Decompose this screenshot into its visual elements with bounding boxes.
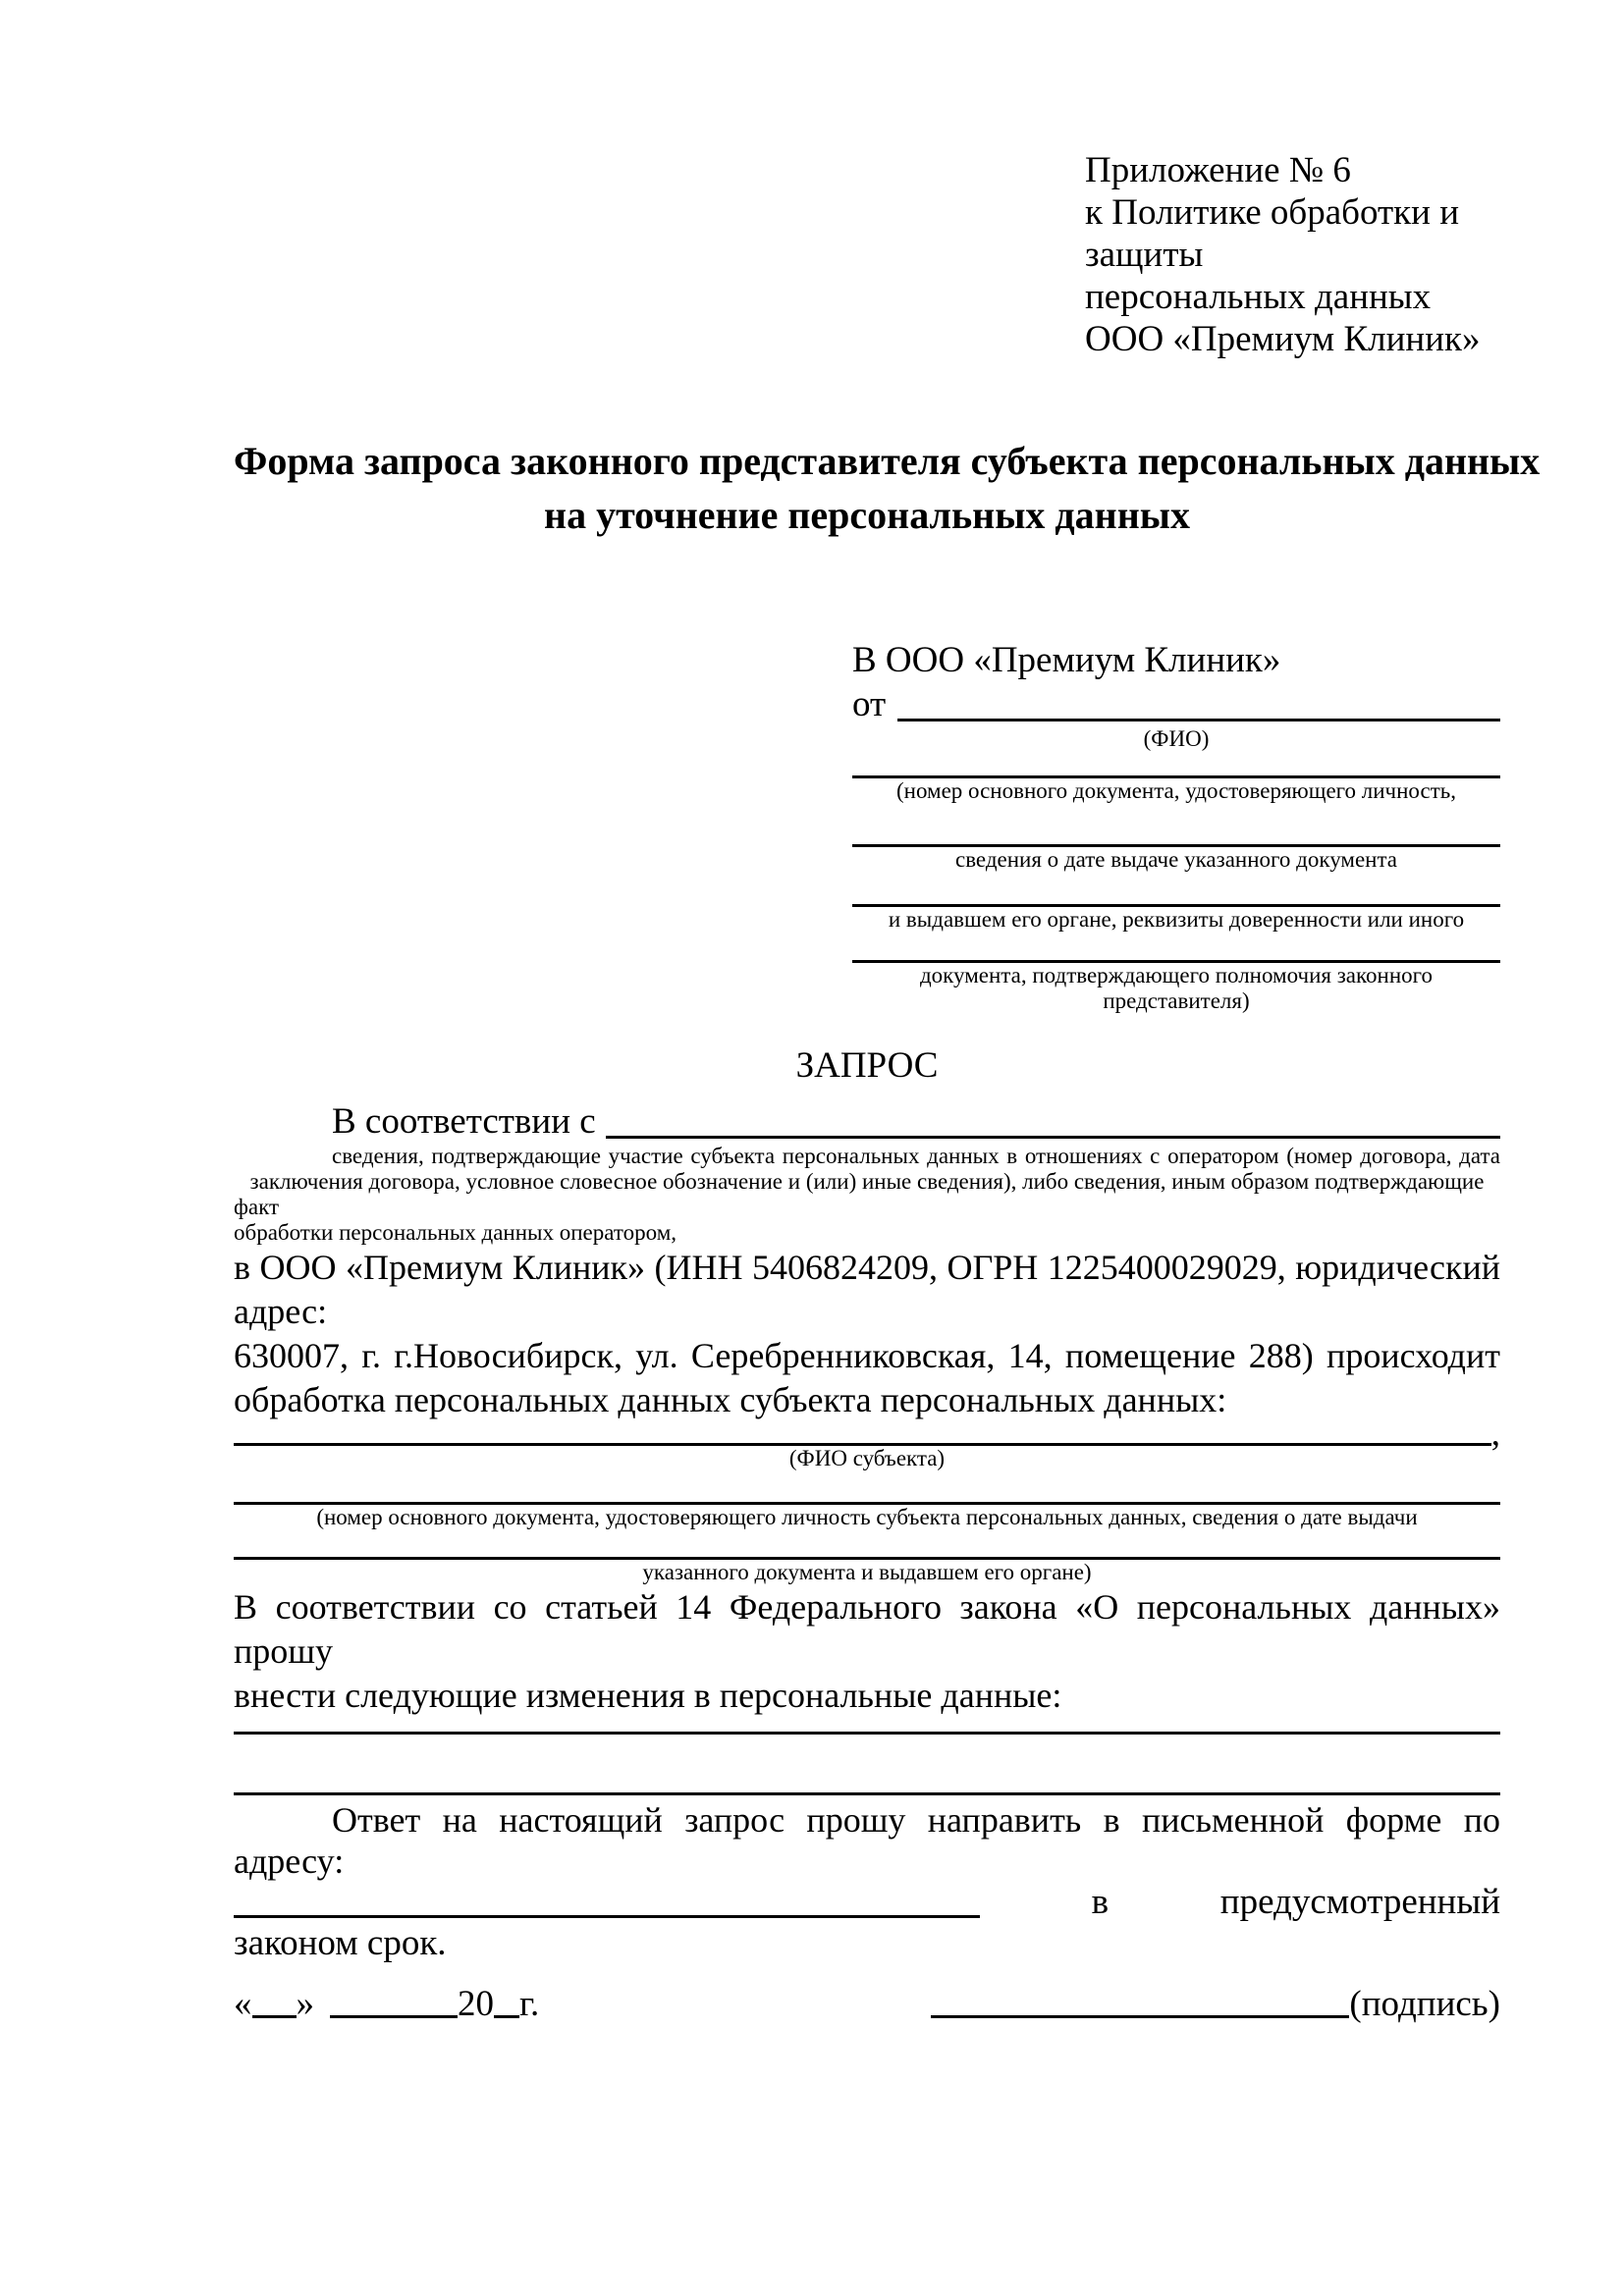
subject-comma: , xyxy=(1490,1414,1500,1454)
subject-fio-caption: (ФИО субъекта) xyxy=(788,1446,946,1470)
answer-line: законом срок. xyxy=(234,1923,447,1963)
subject-doc-caption: (номер основного документа, удостоверяющего личность субъекта персональных данных, сведения о дате выдачи xyxy=(316,1505,1418,1529)
intro-blank xyxy=(606,1136,1500,1139)
answer-line: Ответ на настоящий запрос прошу направить в письменной форме по адресу: xyxy=(234,1800,1500,1881)
title-line: на уточнение персональных данных xyxy=(544,493,1190,537)
operator-line: 630007, г. г.Новосибирск, ул. Серебренниковская, 14, помещение 288) происходит xyxy=(234,1336,1500,1375)
operator-line: в ООО «Премиум Клиник» (ИНН 5406824209, ОГРН 1225400029029, юридический адрес: xyxy=(234,1248,1500,1331)
quote-close: » xyxy=(296,1984,314,2024)
changes-blank xyxy=(234,1792,1500,1795)
appendix-line: ООО «Премиум Клиник» xyxy=(1085,319,1481,359)
answer-word: в xyxy=(1091,1882,1110,1922)
year-prefix: 20 xyxy=(458,1984,494,2024)
answer-paragraph xyxy=(234,1799,1500,1964)
intro-label: В соответствии с xyxy=(332,1101,596,1142)
subject-fio-blank-row xyxy=(234,1414,1500,1454)
fine-print-line: сведения, подтверждающие участие субъекта персональных данных в отношениях с оператором (номер договора, дата xyxy=(332,1144,1500,1168)
appendix-block xyxy=(1085,149,1500,360)
fio-caption: (ФИО) xyxy=(1143,726,1210,751)
intro-row xyxy=(234,1099,1500,1144)
law-line: внести следующие изменения в персональные данные: xyxy=(234,1676,1062,1715)
addressee-block xyxy=(852,638,1500,1014)
answer-word: предусмотренный xyxy=(1219,1882,1501,1922)
appendix-line: персональных данных xyxy=(1085,277,1432,317)
addressee-from-row xyxy=(852,682,1500,726)
signature-caption: (подпись) xyxy=(1349,1984,1500,2024)
appendix-line: к Политике обработки и защиты xyxy=(1085,192,1460,275)
date-signature-row xyxy=(234,1982,1500,2026)
title-line: Форма запроса законного представителя субъекта персональных данных xyxy=(234,439,1541,483)
day-blank xyxy=(252,2015,297,2018)
request-heading: ЗАПРОС xyxy=(795,1045,939,1086)
representative-doc-blank xyxy=(852,804,1500,847)
signature-field xyxy=(931,1982,1500,2026)
date-field xyxy=(234,1982,539,2026)
from-label: от xyxy=(852,684,887,724)
from-name-blank xyxy=(897,719,1500,721)
quote-open: « xyxy=(234,1984,252,2024)
representative-doc-blank xyxy=(852,933,1500,963)
operator-line: обработка персональных данных субъекта персональных данных: xyxy=(234,1380,1227,1419)
addressee-to-line: В ООО «Премиум Клиник» xyxy=(852,640,1281,680)
fine-print-line: заключения договора, условное словесное обозначение и (или) иные сведения), либо сведения, иным образом подтверждающие факт xyxy=(234,1169,1485,1219)
year-blank xyxy=(494,2015,519,2018)
fine-print xyxy=(234,1144,1500,1246)
changes-blank xyxy=(234,1732,1500,1735)
document-content xyxy=(234,149,1541,2026)
year-suffix: г. xyxy=(519,1984,540,2024)
subject-doc-blank xyxy=(234,1530,1500,1560)
subject-doc-blank xyxy=(234,1471,1500,1505)
field-caption: и выдавшем его органе, реквизиты доверенности или иного xyxy=(888,907,1465,932)
representative-doc-blank xyxy=(852,752,1500,778)
field-caption: документа, подтверждающего полномочия законного представителя) xyxy=(919,963,1433,1013)
signature-blank xyxy=(931,2015,1349,2018)
appendix-line: Приложение № 6 xyxy=(1085,150,1351,190)
law-paragraph xyxy=(234,1585,1500,1718)
month-blank xyxy=(330,2015,458,2018)
spacer xyxy=(980,1882,1092,1923)
fine-print-line: обработки персональных данных оператором, xyxy=(234,1220,677,1245)
law-line: В соответствии со статьей 14 Федерального закона «О персональных данных» прошу xyxy=(234,1587,1500,1671)
subject-doc-caption: указанного документа и выдавшем его органе) xyxy=(642,1560,1092,1584)
answer-address-row xyxy=(234,1882,1500,1923)
operator-paragraph xyxy=(234,1246,1500,1422)
field-caption: (номер основного документа, удостоверяющего личность, xyxy=(895,778,1456,803)
representative-doc-blank xyxy=(852,873,1500,907)
address-blank xyxy=(234,1915,980,1918)
spacer xyxy=(1109,1882,1220,1923)
field-caption: сведения о дате выдаче указанного документа xyxy=(954,847,1398,872)
document-title xyxy=(234,434,1541,542)
